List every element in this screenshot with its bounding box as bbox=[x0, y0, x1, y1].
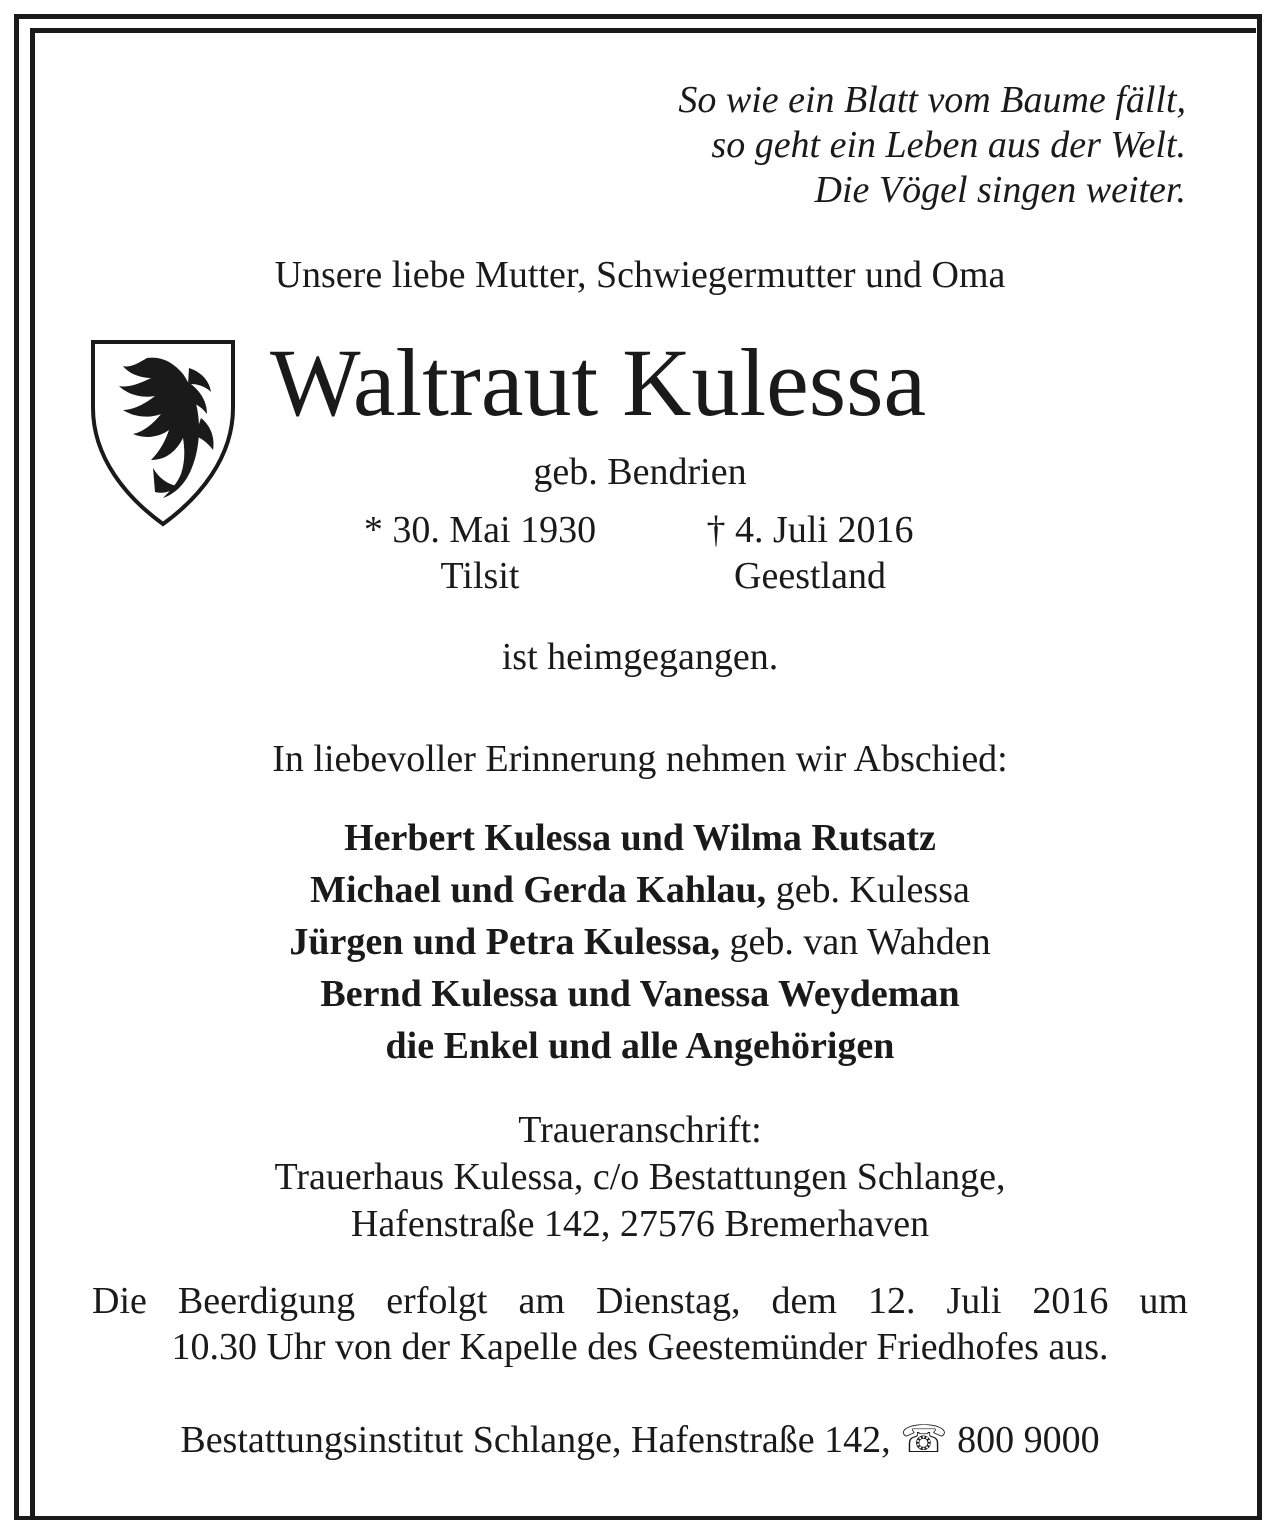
farewell-line: In liebevoller Erinnerung nehmen wir Abschied: bbox=[272, 738, 1008, 780]
mourning-address bbox=[0, 1107, 1280, 1248]
mourner-line bbox=[0, 864, 1280, 916]
deceased-name: Waltraut Kulessa bbox=[270, 329, 927, 436]
mourners-list bbox=[0, 812, 1280, 1072]
phone-number: 800 9000 bbox=[947, 1419, 1100, 1461]
eagle-wing-coat-of-arms-icon bbox=[89, 338, 237, 528]
mourner-names: Herbert Kulessa und Wilma Rutsatz bbox=[344, 817, 936, 859]
death-date: † 4. Juli 2016 bbox=[706, 509, 914, 551]
intro-line: Unsere liebe Mutter, Schwiegermutter und Oma bbox=[274, 254, 1006, 296]
funeral-line: 10.30 Uhr von der Kapelle des Geestemünder Friedhofes aus. bbox=[171, 1326, 1109, 1368]
mourner-names: Bernd Kulessa und Vanessa Weydeman bbox=[320, 973, 960, 1015]
address-line: Trauerhaus Kulessa, c/o Bestattungen Schlange, bbox=[274, 1156, 1006, 1198]
mourner-line bbox=[0, 812, 1280, 864]
death-info bbox=[675, 507, 945, 599]
mourner-names: die Enkel und alle Angehörigen bbox=[385, 1025, 895, 1067]
address-line: Hafenstraße 142, 27576 Bremerhaven bbox=[350, 1203, 930, 1245]
maiden-name: geb. Bendrien bbox=[533, 451, 747, 493]
funeral-home-text: Bestattungsinstitut Schlange, Hafenstraße 142, bbox=[180, 1419, 901, 1461]
address-heading: Traueranschrift: bbox=[518, 1109, 762, 1151]
poem-quote bbox=[678, 78, 1186, 213]
mourner-note: geb. Kulessa bbox=[766, 869, 970, 911]
mourner-names: Jürgen und Petra Kulessa, bbox=[289, 921, 721, 963]
death-place: Geestland bbox=[734, 555, 886, 597]
funeral-line: Die Beerdigung erfolgt am Dienstag, dem 12. Juli 2016 um bbox=[92, 1280, 1188, 1322]
poem-line: so geht ein Leben aus der Welt. bbox=[711, 124, 1186, 166]
mourner-note: geb. van Wahden bbox=[720, 921, 991, 963]
mourner-line bbox=[0, 916, 1280, 968]
poem-line: Die Vögel singen weiter. bbox=[814, 169, 1186, 211]
funeral-home-footer bbox=[0, 1417, 1280, 1462]
mourner-line bbox=[0, 1020, 1280, 1072]
telephone-icon: ☏ bbox=[900, 1419, 948, 1461]
passed-away-line: ist heimgegangen. bbox=[501, 636, 779, 678]
poem-line: So wie ein Blatt vom Baume fällt, bbox=[678, 79, 1186, 121]
mourner-names: Michael und Gerda Kahlau, bbox=[310, 869, 767, 911]
birth-place: Tilsit bbox=[440, 555, 520, 597]
mourner-line bbox=[0, 968, 1280, 1020]
birth-info bbox=[330, 507, 630, 599]
funeral-notice bbox=[92, 1278, 1188, 1370]
birth-date: * 30. Mai 1930 bbox=[363, 509, 597, 551]
